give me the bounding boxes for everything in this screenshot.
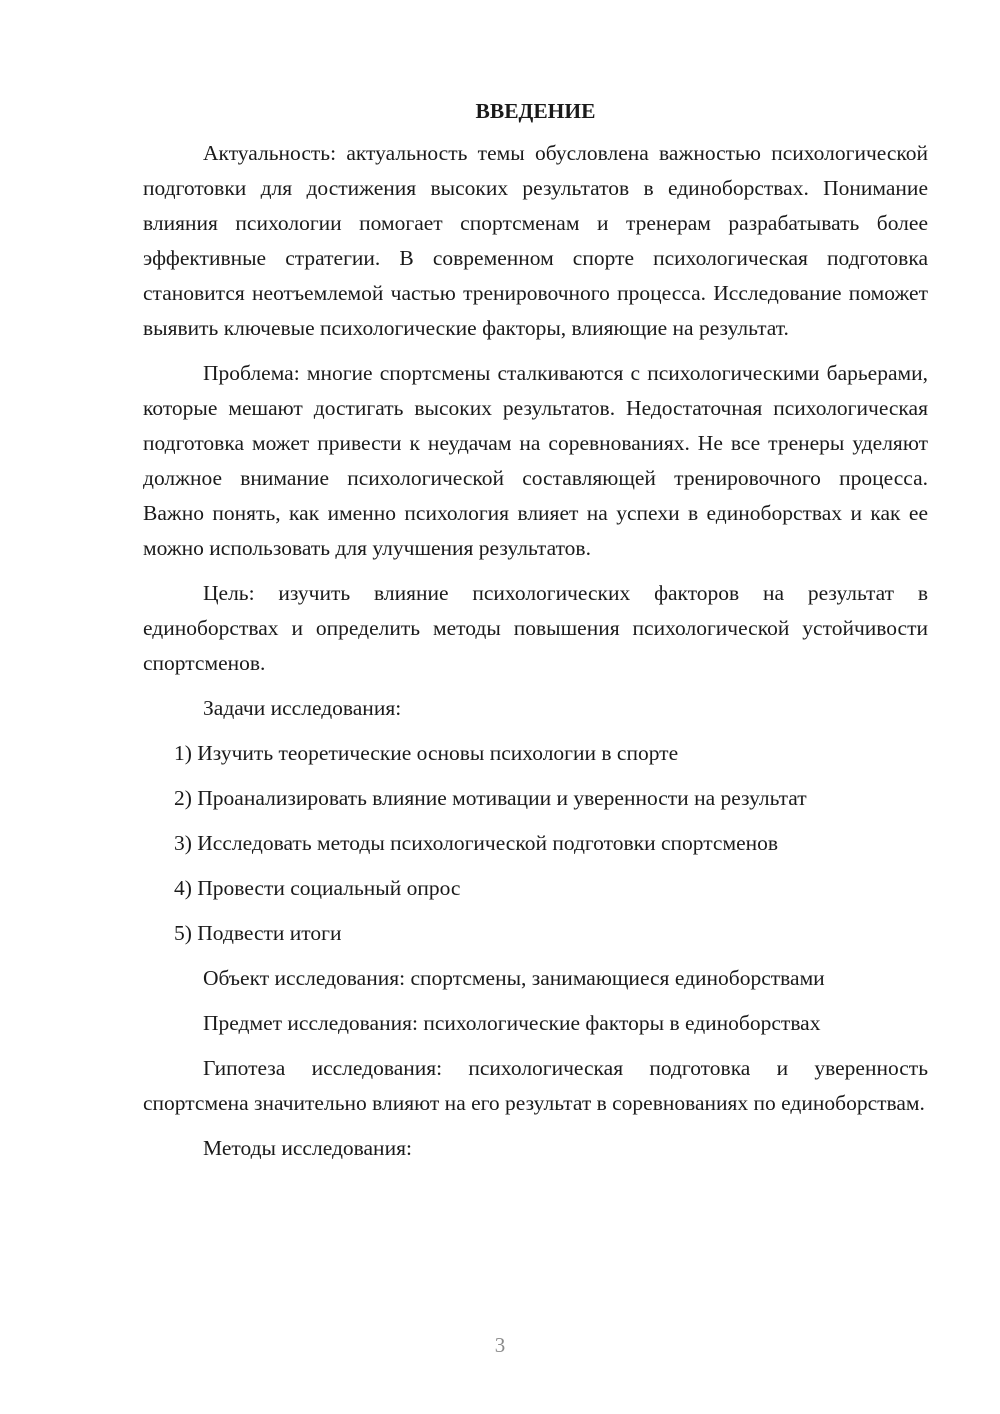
page-number: 3 [494,1333,506,1357]
task-item: 2) Проанализировать влияние мотивации и уверенности на результат [174,786,807,810]
problem-paragraph: Проблема: многие спортсмены сталкиваются с психологическими барьерами, которые мешают достигать высоких результатов. Недостаточная психологическая подготовка может привести к неудачам на соревнованиях. Не все тренеры уделяют должное внимание психологической составляющей тренировочного процесса. Важно понять, как именно психология влияет на успехи в единоборствах и как ее можно использовать для улучшения результатов. [143,361,928,560]
subject-paragraph: Предмет исследования: психологические факторы в единоборствах [203,1011,821,1035]
relevance-paragraph: Актуальность: актуальность темы обусловлена важностью психологической подготовки для достижения высоких результатов в единоборствах. Понимание влияния психологии помогает спортсменам и тренерам разрабатывать более эффективные стратегии. В современном спорте психологическая подготовка становится неотъемлемой частью тренировочного процесса. Исследование поможет выявить ключевые психологические факторы, влияющие на результат. [143,141,928,340]
document-title: ВВЕДЕНИЕ [475,99,596,123]
task-item: 5) Подвести итоги [174,921,342,945]
object-paragraph: Объект исследования: спортсмены, занимающиеся единоборствами [203,966,825,990]
methods-heading: Методы исследования: [203,1136,412,1160]
document-page [143,96,928,1176]
tasks-heading: Задачи исследования: [203,696,402,720]
task-item: 1) Изучить теоретические основы психологии в спорте [174,741,679,765]
task-item: 3) Исследовать методы психологической подготовки спортсменов [174,831,779,855]
task-item: 4) Провести социальный опрос [174,876,461,900]
tasks-list [143,736,928,951]
goal-paragraph: Цель: изучить влияние психологических факторов на результат в единоборствах и определить методы повышения психологической устойчивости спортсменов. [143,581,928,675]
hypothesis-paragraph: Гипотеза исследования: психологическая подготовка и уверенность спортсмена значительно влияют на его результат в соревнованиях по единоборствам. [143,1056,928,1115]
